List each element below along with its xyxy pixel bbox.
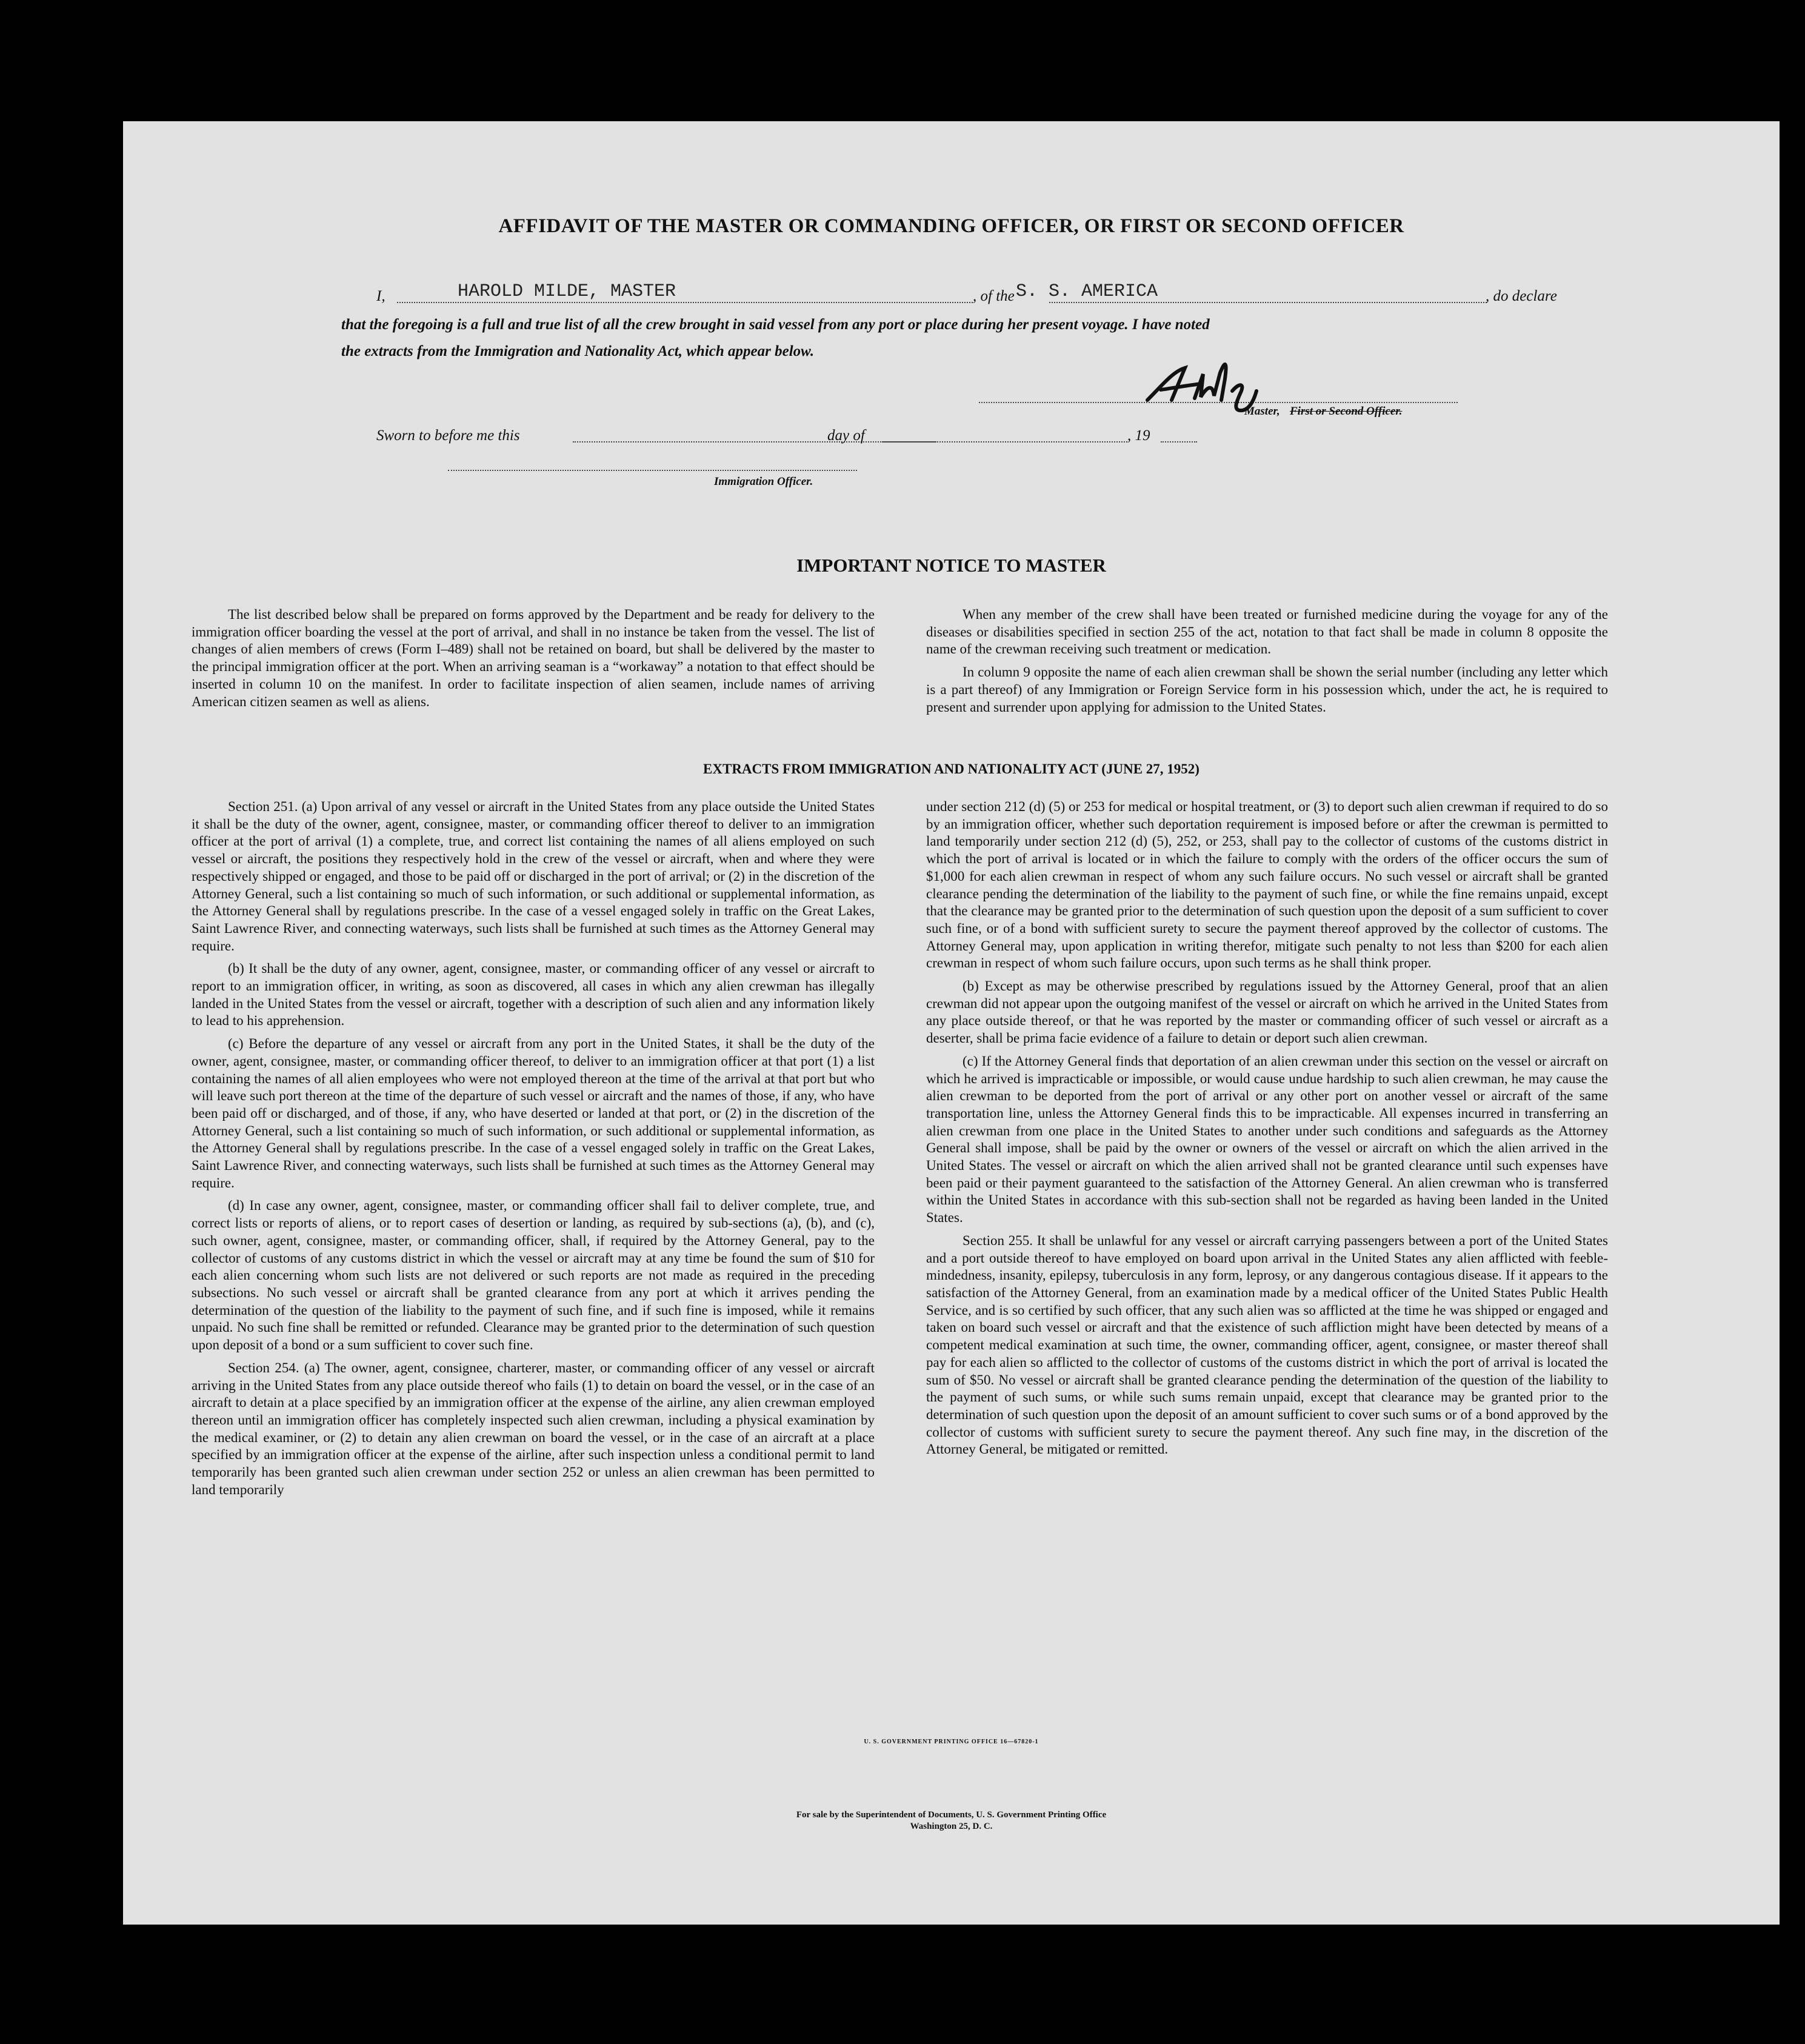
extract-paragraph: (c) Before the departure of any vessel or aircraft from any port in the United States, it shall be the duty of the owner, agent, consignee, master, or commanding officer thereof, to deliver to an immigration officer at that port (1) a list containing the names of all alien employees who were not employed thereon at the time of the arrival at that port but who will leave such port thereon at the time of the departure of such vessel or aircraft and the names of those, if any, who have been paid off or discharged, and of those, if any, who have deserted or landed at that port, or (2) in the discretion of the Attorney General, such a list containing so much of such information, or such additional or supplemental information, as the Attorney General shall by regulations prescribe. In the case of a vessel engaged solely in traffic on the Great Lakes, Saint Lawrence River, and connecting waterways, such lists shall be furnished at such times as the Attorney General may require.: [192, 1036, 875, 1191]
printing-office-line: U. S. GOVERNMENT PRINTING OFFICE 16—67820-1: [864, 1738, 1039, 1745]
extract-paragraph: under section 212 (d) (5) or 253 for medical or hospital treatment, or (3) to deport such alien crewman if required to do so by an immigration officer, whether such deportation requirement is imposed before or after the crewman is permitted to land temporarily under section 212 (d) (5), 252, or 253, shall pay to the collector of customs of the customs district in which the port of arrival is located or in which the failure to comply with the orders of the officer occurs the sum of $1,000 for each alien crewman in respect of whom any such failure occurs. No such vessel or aircraft shall be granted clearance pending the determination of the liability to the payment of such fine, or while the fine remains unpaid, except that the clearance may be granted prior to the determination of such question upon the deposit of a sum sufficient to cover such fine, or of a bond with sufficient surety to secure the payment thereof approved by the collector of customs. The Attorney General may, upon application in writing therefor, mitigate such penalty to not less than $200 for each alien crewman in respect of whom such failure occurs, upon such terms as he shall think proper.: [926, 799, 1608, 971]
vessel-name-field[interactable]: S. S. AMERICA: [1016, 281, 1158, 302]
sworn-label: Sworn to before me this: [376, 427, 520, 444]
sworn-year-line: [1161, 441, 1197, 443]
master-name-line: [397, 302, 973, 303]
notice-paragraph: The list described below shall be prepared on forms approved by the Department and be ready for delivery to the immigration officer boarding the vessel at the port of arrival, and shall in no instance be taken from the vessel. The list of changes of alien members of crews (Form I–489) shall not be retained on board, but shall be delivered by the master to the principal immigration officer at the port. When an arriving seaman is a “workaway” a notation to that effect should be inserted in column 10 on the manifest. In order to facilitate inspection of alien seamen, include names of arriving American citizen seamen as well as aliens.: [192, 607, 875, 709]
year-label: , 19: [1127, 427, 1150, 444]
notice-paragraph: When any member of the crew shall have been treated or furnished medicine during the voyage for any of the diseases or disabilities specified in section 255 of the act, notation to that fact shall be made in column 8 opposite the name of the crewman receiving such treatment or medication.: [926, 607, 1608, 657]
extract-paragraph: Section 251. (a) Upon arrival of any vessel or aircraft in the United States from any place outside the United States it shall be the duty of the owner, agent, consignee, master, or commanding officer thereof to deliver to an immigration officer at the port of arrival (1) a complete, true, and correct list containing the names of all aliens employed on such vessel or aircraft, the positions they respectively hold in the crew of the vessel or aircraft, when and where they were respectively shipped or engaged, and those to be paid off or discharged in the port of arrival; or (2) in the discretion of the Attorney General, such a list containing so much of such information, or such additional or supplemental information, as the Attorney General shall by regulations prescribe. In the case of a vessel engaged solely in traffic on the Great Lakes, Saint Lawrence River, and connecting waterways, such lists shall be furnished at such times as the Attorney General may require.: [192, 799, 875, 954]
extract-paragraph: (c) If the Attorney General finds that deportation of an alien crewman under this section on the vessel or aircraft on which he arrived is impracticable or impossible, or would cause undue hardship to such alien crewman, he may cause the alien crewman to be deported from the port of arrival or any other port on another vessel or aircraft of the same transportation line, unless the Attorney General finds this to be impracticable. All expenses incurred in transferring an alien crewman from one place in the United States to another under such conditions and safeguards as the Attorney General shall impose, shall be paid by the owner or owners of the vessel or aircraft on which the alien arrived in the United States. The vessel or aircraft on which the alien arrived shall not be granted clearance until such expenses have been paid or their payment guaranteed to the satisfaction of the Attorney General. An alien crewman who is transferred within the United States in accordance with this sub-section shall not be regarded as having been landed in the United States.: [926, 1053, 1608, 1226]
sale-line-2: Washington 25, D. C.: [910, 1822, 993, 1831]
extracts-heading: EXTRACTS FROM IMMIGRATION AND NATIONALITY ACT (JUNE 27, 1952): [703, 761, 1199, 777]
signature-caption-struck: First or Second Officer.: [1290, 405, 1403, 418]
document-page: [123, 121, 1780, 1925]
affidavit-prefix: I,: [376, 288, 385, 304]
notice-right-column: [926, 606, 1608, 716]
day-of-label: day of: [827, 427, 865, 444]
extract-paragraph: (d) In case any owner, agent, consignee, master, or commanding officer shall fail to deliver complete, true, and correct lists or reports of aliens, or to report cases of desertion or landing, as required by sub-sections (a), (b), and (c), such owner, agent, consignee, master, or commanding officer, shall, if required by the Attorney General, pay to the collector of customs of any customs district in which the vessel or aircraft may at any time be found the sum of $10 for each alien concerning whom such lists are not delivered or such reports are not made as required in the preceding subsections. No such vessel or aircraft shall be granted clearance from any port at which it arrives pending the determination of the question of the liability to the payment of such fine, and if such fine is imposed, while it remains unpaid. No such fine shall be remitted or refunded. Clearance may be granted prior to the determination of such question upon deposit of a bond or a sum sufficient to cover such fine.: [192, 1198, 875, 1353]
immigration-officer-caption: Immigration Officer.: [714, 475, 813, 488]
sworn-month-line: [882, 441, 1127, 443]
vessel-name-line: [1049, 302, 1487, 303]
notice-paragraph: In column 9 opposite the name of each alien crewman shall be shown the serial number (including any letter which is a part thereof) of any Immigration or Foreign Service form in his possession which, under the act, he is required to present and surrender upon applying for admission to the United States.: [926, 664, 1608, 715]
sale-notice: [123, 1809, 1780, 1832]
extracts-right-column: [926, 798, 1608, 1458]
extract-paragraph: Section 254. (a) The owner, agent, consignee, charterer, master, or commanding officer of any vessel or aircraft arriving in the United States from any place outside thereof who fails (1) to detain on board the vessel, or in the case of an aircraft to detain at a place specified by an immigration officer at the expense of the airline, any alien crewman employed thereon until an immigration officer has completely inspected such alien crewman, including a physical examination by the medical examiner, or (2) to detain any alien crewman on board the vessel, or in the case of an aircraft at a place specified by an immigration officer at the expense of the airline, after such inspection unless a conditional permit to land temporarily has been granted such alien crewman under section 252 or unless an alien crewman has been permitted to land temporarily: [192, 1360, 875, 1497]
declaration-line-2: that the foregoing is a full and true list of all the crew brought in said vessel from any port or place during her present voyage. I have noted: [341, 316, 1210, 333]
immigration-officer-line: [448, 470, 857, 471]
master-name-field[interactable]: HAROLD MILDE, MASTER: [458, 281, 676, 302]
extracts-left-column: [192, 798, 875, 1498]
affidavit-title: AFFIDAVIT OF THE MASTER OR COMMANDING OFFICER, OR FIRST OR SECOND OFFICER: [498, 215, 1404, 237]
signature-caption-master: Master,: [1244, 405, 1280, 418]
of-the-label: , of the: [973, 288, 1015, 304]
extract-paragraph: (b) Except as may be otherwise prescribed by regulations issued by the Attorney General, proof that an alien crewman did not appear upon the outgoing manifest of the vessel or aircraft on which he arrived in the United States from any place outside thereof, or that he was reported by the master or commanding officer of such vessel or aircraft as a deserter, shall be prima facie evidence of a failure to detain or deport such alien crewman.: [926, 978, 1608, 1046]
sale-line-1: For sale by the Superintendent of Documents, U. S. Government Printing Office: [796, 1810, 1107, 1820]
extract-paragraph: (b) It shall be the duty of any owner, agent, consignee, master, or commanding officer of any vessel or aircraft to report to an immigration officer, in writing, as soon as discovered, all cases in which any alien crewman has illegally landed in the United States from the vessel or aircraft, together with a description of such alien and any information likely to lead to his apprehension.: [192, 961, 875, 1029]
declaration-line-3: the extracts from the Immigration and Nationality Act, which appear below.: [341, 343, 815, 359]
notice-left-column: [192, 606, 875, 710]
notice-title: IMPORTANT NOTICE TO MASTER: [796, 555, 1106, 576]
extract-paragraph: Section 255. It shall be unlawful for any vessel or aircraft carrying passengers between a port of the United States and a port outside thereof to have employed on board upon arrival in the United States any alien afflicted with feeble-mindedness, insanity, epilepsy, tuberculosis in any form, leprosy, or any dangerous contagious disease. If it appears to the satisfaction of the Attorney General, from an examination made by a medical officer of the United States Public Health Service, and is so certified by such officer, that any such alien was so afflicted at the time he was shipped or engaged and taken on board such vessel or aircraft and that the existence of such affliction might have been detected by means of a competent medical examination at such time, the owner, commanding officer, agent, consignee, or master thereof shall pay for each alien so afflicted to the collector of customs of the customs district in which the port of arrival is located the sum of $50. No vessel or aircraft shall be granted clearance pending the determination of the question of the liability to the payment of such sums, or while such sums remain unpaid, except that clearance may be granted prior to the determination of such question upon the deposit of an amount sufficient to cover such sums or of a bond approved by the collector of customs with sufficient surety to secure the payment thereof. Any such fine may, in the discretion of the Attorney General, be mitigated or remitted.: [926, 1232, 1608, 1457]
do-declare-label: , do declare: [1486, 288, 1557, 304]
